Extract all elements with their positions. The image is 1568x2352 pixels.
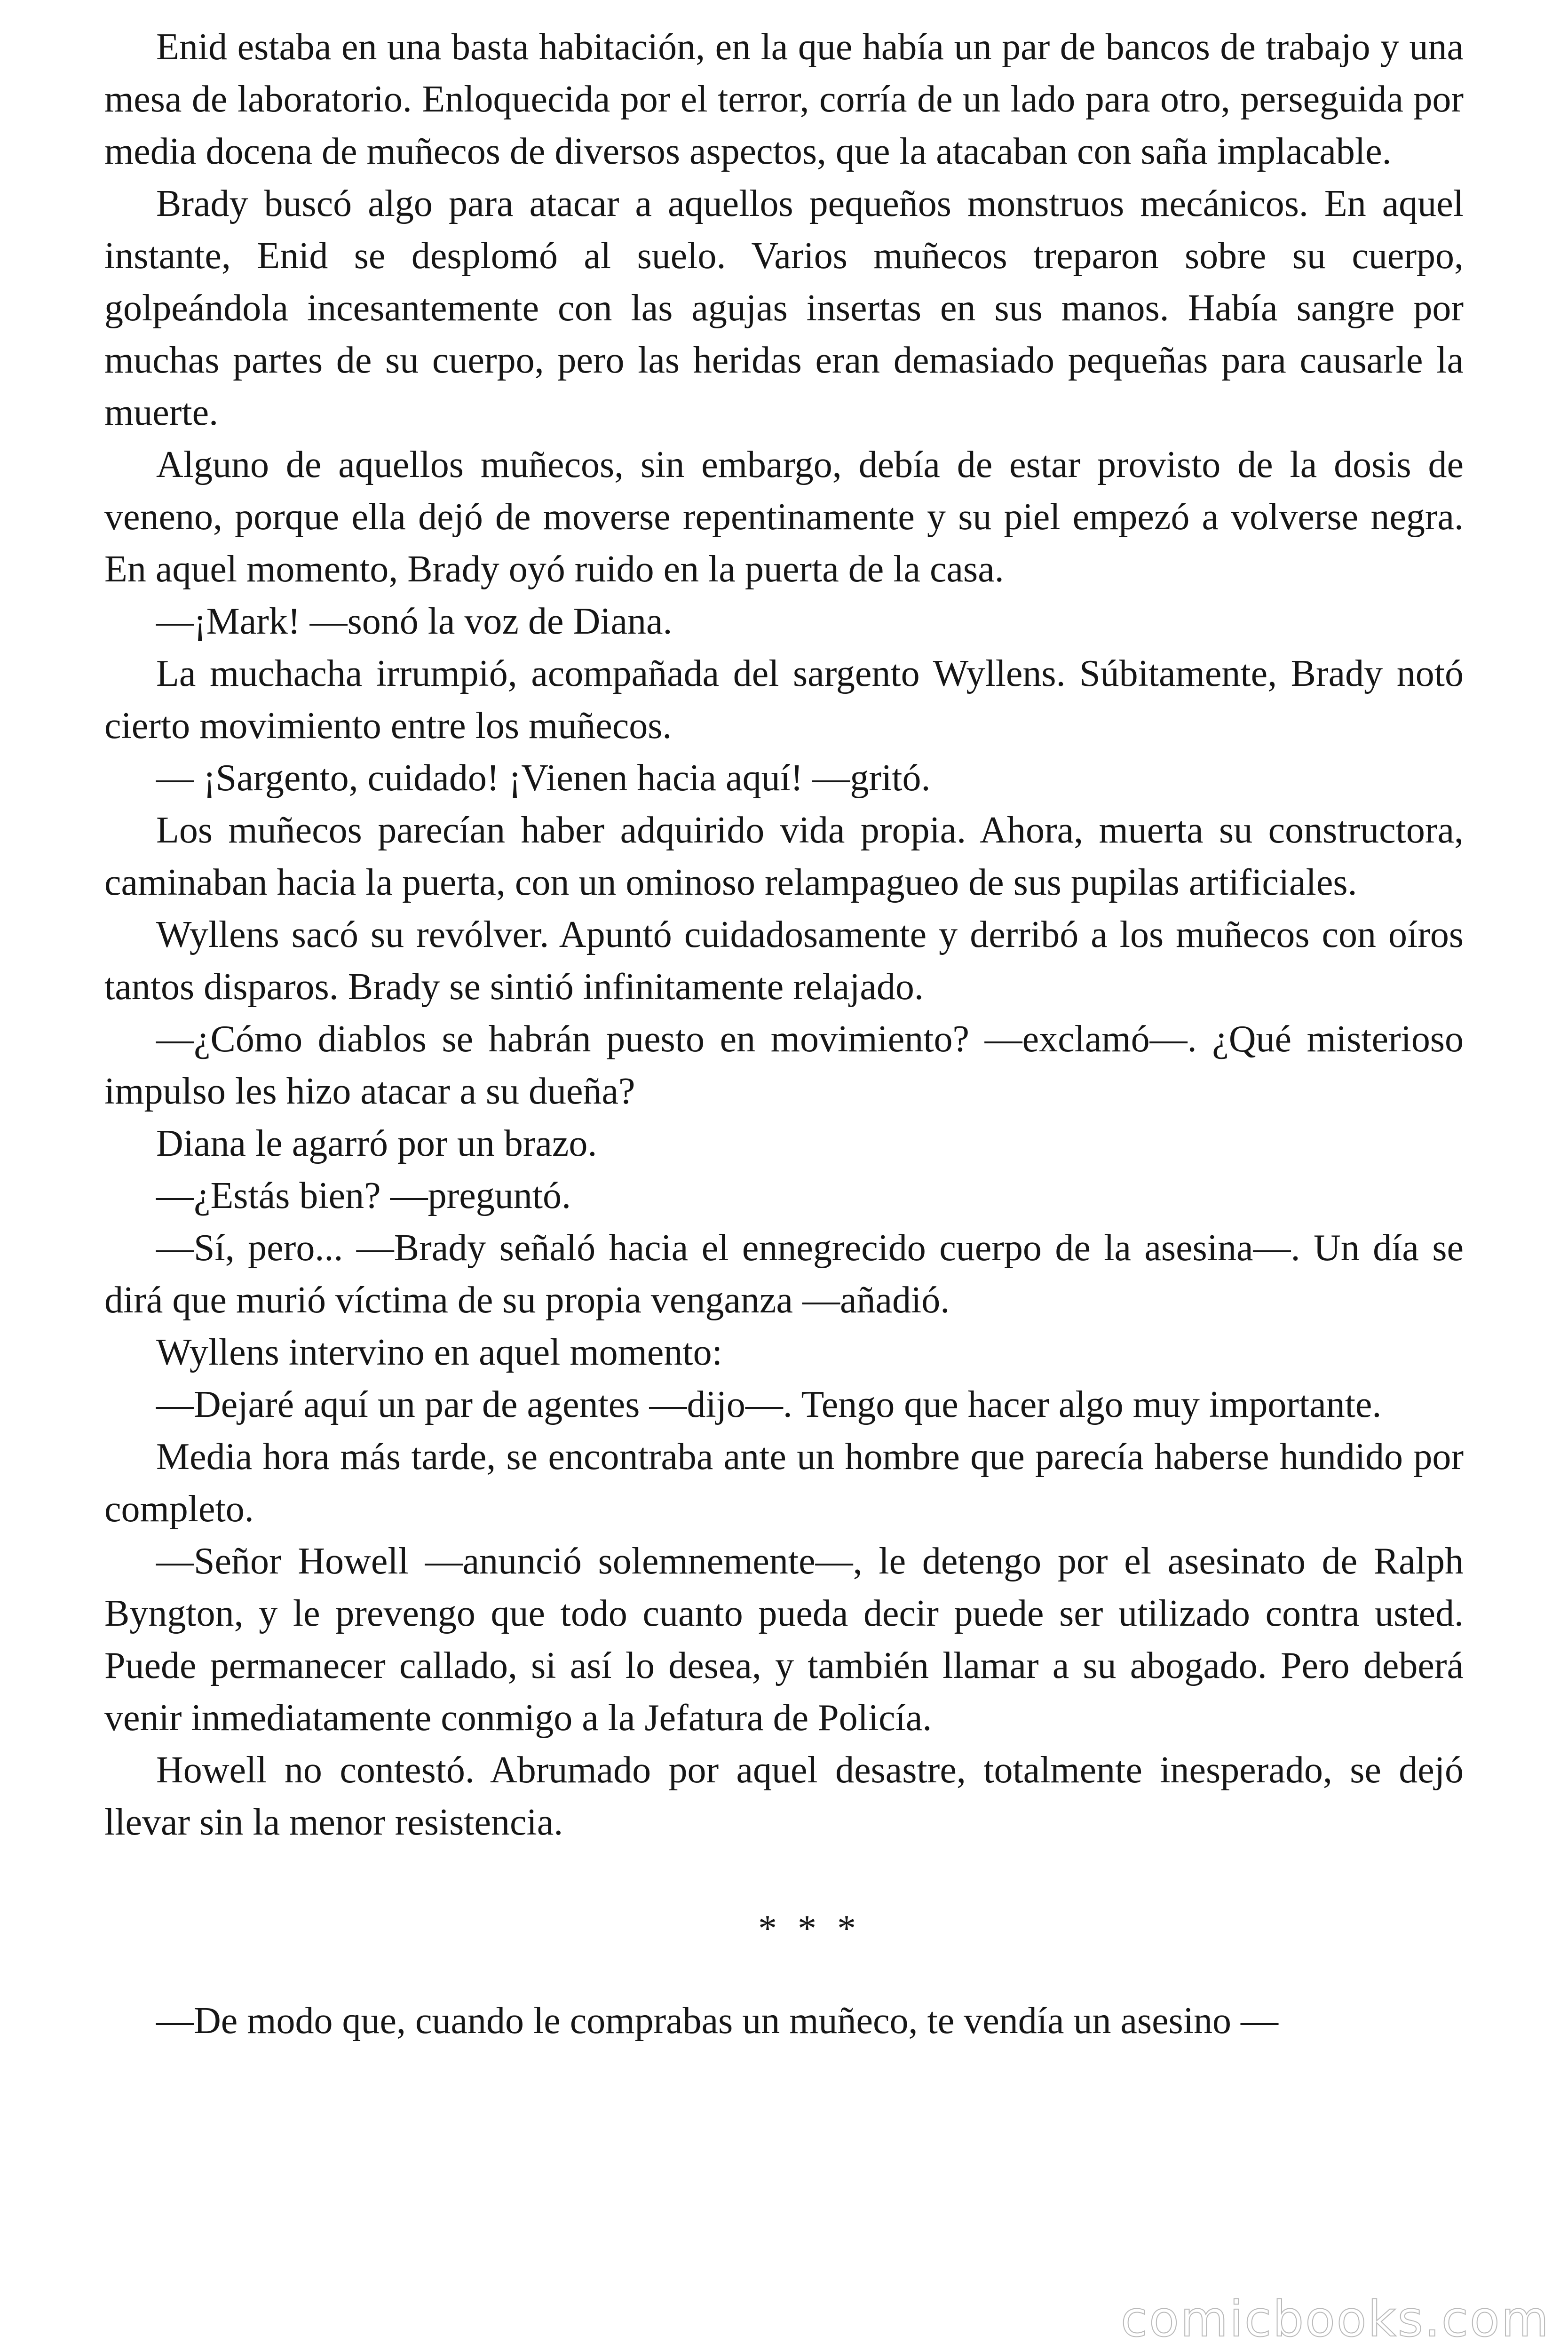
paragraph-3: Alguno de aquellos muñecos, sin embargo, debía de estar provisto de la dosis de veneno, porque ella dejó de moverse repentinamente y su piel empezó a volverse negra. En aquel momento, Brady oyó ruido en la puerta de la casa. [104, 444, 1464, 590]
section-separator: * * * [758, 1908, 862, 1949]
paragraph-8: Wyllens sacó su revólver. Apuntó cuidadosamente y derribó a los muñecos con oíros tantos disparos. Brady se sintió infinitamente relajado. [104, 914, 1464, 1008]
paragraph-1: Enid estaba en una basta habitación, en la que había un par de bancos de trabajo y una mesa de laboratorio. Enloquecida por el terror, corría de un lado para otro, perseguida por media docena de muñecos de diversos aspectos, que la atacaban con saña implacable. [104, 26, 1464, 172]
paragraph-12: —Sí, pero... —Brady señaló hacia el ennegrecido cuerpo de la asesina—. Un día se dirá que murió víctima de su propia venganza —añadió. [104, 1227, 1464, 1321]
paragraph-4: —¡Mark! —sonó la voz de Diana. [156, 601, 673, 642]
paragraph-16: —Señor Howell —anunció solemnemente—, le detengo por el asesinato de Ralph Byngton, y le prevengo que todo cuanto pueda decir puede ser utilizado contra usted. Puede permanecer callado, si así lo desea, y también llamar a su abogado. Pero deberá venir inmediatamente conmigo a la Jefatura de Policía. [104, 1541, 1464, 1739]
paragraph-9: —¿Cómo diablos se habrán puesto en movimiento? —exclamó—. ¿Qué misterioso impulso les hizo atacar a su dueña? [104, 1018, 1464, 1112]
paragraph-7: Los muñecos parecían haber adquirido vida propia. Ahora, muerta su constructora, caminaban hacia la puerta, con un ominoso relampagueo de sus pupilas artificiales. [104, 810, 1464, 903]
paragraph-10: Diana le agarró por un brazo. [156, 1123, 597, 1164]
paragraph-6: — ¡Sargento, cuidado! ¡Vienen hacia aquí! —gritó. [156, 757, 931, 799]
book-page [104, 21, 1464, 2047]
paragraph-last: —De modo que, cuando le comprabas un muñeco, te vendía un asesino — [156, 2000, 1279, 2042]
paragraph-11: —¿Estás bien? —preguntó. [156, 1175, 571, 1216]
watermark: comicbooks.com [1120, 2290, 1550, 2348]
paragraph-5: La muchacha irrumpió, acompañada del sargento Wyllens. Súbitamente, Brady notó cierto movimiento entre los muñecos. [104, 653, 1464, 747]
paragraph-14: —Dejaré aquí un par de agentes —dijo—. Tengo que hacer algo muy importante. [156, 1384, 1382, 1425]
paragraph-17: Howell no contestó. Abrumado por aquel desastre, totalmente inesperado, se dejó llevar sin la menor resistencia. [104, 1749, 1464, 1843]
paragraph-15: Media hora más tarde, se encontraba ante un hombre que parecía haberse hundido por completo. [104, 1436, 1464, 1530]
paragraph-2: Brady buscó algo para atacar a aquellos pequeños monstruos mecánicos. En aquel instante, Enid se desplomó al suelo. Varios muñecos treparon sobre su cuerpo, golpeándola incesantemente con las agujas insertas en sus manos. Había sangre por muchas partes de su cuerpo, pero las heridas eran demasiado pequeñas para causarle la muerte. [104, 183, 1464, 433]
paragraph-13: Wyllens intervino en aquel momento: [156, 1332, 722, 1373]
